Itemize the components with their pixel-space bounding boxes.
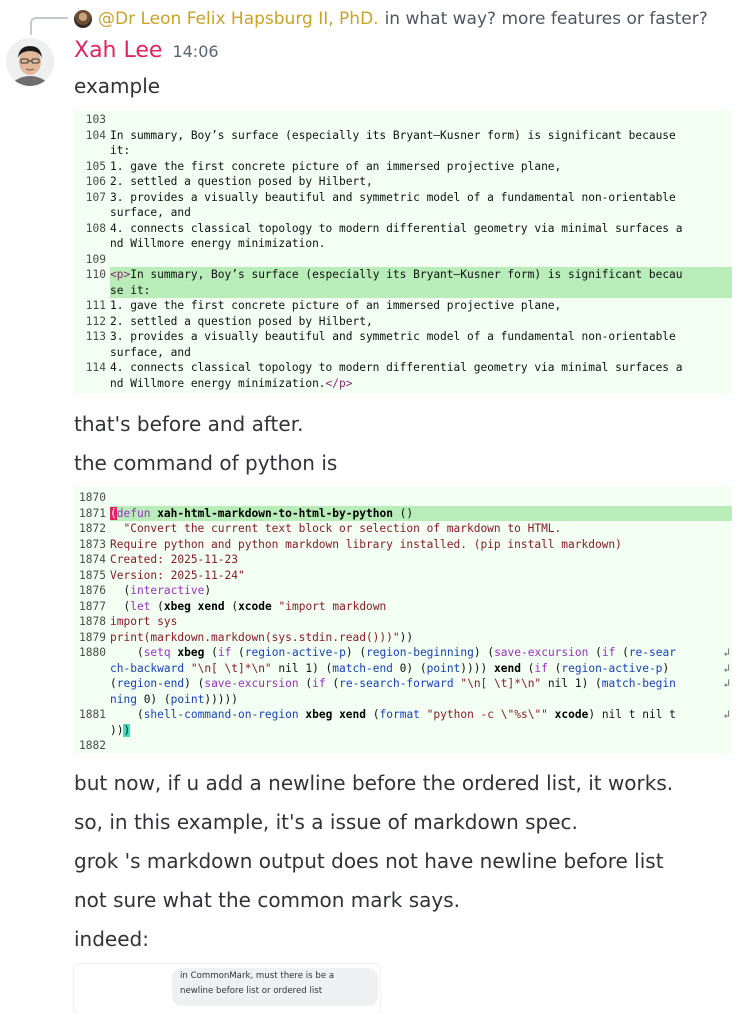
code-line: "Convert the current text block or selection of markdown to HTML. [110, 522, 562, 535]
code-text: In summary, Boy’s surface (especially its Bryant–Kusner form) is significant becau [130, 268, 683, 281]
message-line: example [74, 74, 161, 98]
reply-connector [30, 17, 68, 35]
code-row [74, 283, 732, 299]
code-row [74, 314, 732, 330]
code-text: surface, and [110, 206, 191, 219]
code-row [74, 376, 732, 392]
code-line [110, 314, 732, 330]
code-text: nd Willmore energy minimization. [110, 376, 326, 390]
code-line: (interactive) [110, 584, 212, 597]
line-number: 114 [85, 361, 106, 374]
line-number: 1871 [79, 506, 106, 520]
code-row [74, 128, 732, 144]
line-number: 1876 [79, 584, 106, 597]
code-screenshot[interactable] [74, 486, 732, 754]
code-line [110, 112, 732, 128]
line-number [74, 345, 110, 361]
code-line [110, 283, 732, 299]
code-row [74, 159, 732, 175]
code-line [110, 298, 732, 314]
code-line: ch-backward "\n[ \t]*\n" nil 1) (match-end 0) (point)))) xend (if (region-active-p) ↲ [110, 661, 730, 675]
line-number [74, 661, 110, 677]
code-row [74, 221, 732, 237]
code-text: it: [110, 144, 131, 157]
code-text: 2. settled a question posed by Hilbert, [110, 314, 373, 328]
reply-text: in what way? more features or faster? [384, 9, 708, 29]
code-row [74, 236, 732, 252]
line-number: 104 [85, 128, 106, 142]
line-number [74, 143, 110, 159]
line-number [74, 236, 110, 252]
line-number [74, 376, 110, 392]
message-header [74, 38, 219, 70]
diff-screenshot[interactable] [74, 110, 732, 394]
code-line [110, 174, 732, 190]
code-line: (let (xbeg xend (xcode "import markdown [110, 599, 387, 613]
code-line: (defun xah-html-markdown-to-html-by-python () [110, 506, 732, 522]
code-text: 4. connects classical topology to modern differential geometry via minimal surfaces a [110, 221, 683, 235]
line-number: 111 [85, 299, 106, 312]
code-line: (shell-command-on-region xbeg xend (format "python -c \"%s\"" xcode) nil t nil t ↲ [110, 708, 730, 721]
line-number: 103 [85, 113, 106, 126]
line-number: 1874 [79, 553, 106, 566]
line-number: 112 [85, 314, 106, 328]
line-number: 105 [85, 159, 106, 173]
line-number [74, 723, 110, 739]
code-line: (region-end) (save-excursion (if (re-search-forward "\n[ \t]*\n" nil 1) (match-begin ↲ [110, 677, 730, 690]
line-number: 1870 [79, 491, 106, 504]
code-line: (setq xbeg (if (region-active-p) (region-beginning) (save-excursion (if (re-sear ↲ [110, 646, 730, 659]
code-text: 2. settled a question posed by Hilbert, [110, 175, 373, 188]
question-bubble: in CommonMark, must there is be a newline before list or ordered list [172, 968, 378, 1006]
code-text: 4. connects classical topology to modern differential geometry via minimal surfaces a [110, 361, 683, 374]
code-line [110, 329, 732, 345]
line-number: 113 [85, 330, 106, 343]
code-line [110, 376, 732, 392]
code-row [74, 360, 732, 376]
code-row [74, 190, 732, 206]
code-line [110, 267, 732, 283]
code-line [110, 143, 732, 159]
code-line: print(markdown.markdown(sys.stdin.read()))")) [110, 630, 414, 644]
reply-author[interactable]: @Dr Leon Felix Hapsburg II, PhD. [98, 9, 379, 29]
line-number: 1872 [79, 522, 106, 535]
chat-screenshot[interactable] [74, 964, 380, 1014]
line-number: 1879 [79, 630, 106, 644]
message-line: the command of python is [74, 451, 338, 475]
code-row [74, 345, 732, 361]
code-line: Require python and python markdown library installed. (pip install markdown) [110, 537, 622, 551]
code-line [110, 159, 732, 175]
line-number [74, 676, 110, 692]
code-line [110, 360, 732, 376]
code-row [74, 205, 732, 221]
line-number: 107 [85, 190, 106, 204]
code-text: se it: [110, 283, 151, 297]
code-line [110, 190, 732, 206]
code-line [110, 128, 732, 144]
message-line: indeed: [74, 927, 149, 951]
code-text: surface, and [110, 345, 191, 359]
code-line: import sys [110, 615, 178, 628]
code-line: Version: 2025-11-24" [110, 568, 245, 582]
message-line: so, in this example, it's a issue of markdown spec. [74, 810, 578, 834]
code-text: In summary, Boy’s surface (especially its Bryant–Kusner form) is significant because [110, 128, 676, 142]
code-line: ))) [110, 723, 131, 737]
html-tag: <p> [110, 268, 131, 281]
line-number: 106 [85, 175, 106, 188]
code-line: Created: 2025-11-23 [110, 553, 238, 566]
author-name[interactable]: Xah Lee [74, 38, 163, 63]
line-number: 1877 [79, 599, 106, 613]
line-number: 1873 [79, 537, 106, 551]
code-row [74, 174, 732, 190]
reply-preview[interactable] [74, 8, 708, 30]
line-number: 1875 [79, 568, 106, 582]
line-number: 1882 [79, 739, 106, 752]
code-line [110, 236, 732, 252]
code-line [110, 205, 732, 221]
line-number: 109 [85, 252, 106, 266]
code-line: ning 0) (point))))) [110, 692, 239, 706]
reply-avatar [74, 10, 92, 28]
message-line: not sure what the common mark says. [74, 888, 460, 912]
line-number [74, 205, 110, 221]
code-text: 1. gave the first concrete picture of an immersed projective plane, [110, 159, 562, 173]
line-number: 110 [85, 268, 106, 281]
code-text: 3. provides a visually beautiful and symmetric model of a fundamental non-orientable [110, 330, 676, 343]
message-line: grok 's markdown output does not have newline before list [74, 849, 664, 873]
message-line: but now, if u add a newline before the ordered list, it works. [74, 771, 674, 795]
line-number: 1880 [79, 646, 106, 659]
line-number: 1878 [79, 615, 106, 628]
code-row [74, 143, 732, 159]
code-text: 1. gave the first concrete picture of an immersed projective plane, [110, 299, 562, 312]
code-line [110, 252, 732, 268]
code-row [74, 252, 732, 268]
code-text: nd Willmore energy minimization. [110, 237, 326, 250]
message-line: that's before and after. [74, 412, 304, 436]
avatar[interactable] [6, 38, 54, 86]
code-line [110, 221, 732, 237]
line-number: 108 [85, 221, 106, 235]
html-tag: </p> [325, 376, 353, 390]
line-number [74, 692, 110, 708]
code-row [74, 298, 732, 314]
line-number [74, 283, 110, 299]
code-text: 3. provides a visually beautiful and symmetric model of a fundamental non-orientable [110, 190, 676, 204]
timestamp[interactable]: 14:06 [172, 42, 219, 61]
code-row [74, 329, 732, 345]
line-number: 1881 [79, 708, 106, 721]
code-line [110, 345, 732, 361]
code-row [74, 267, 732, 283]
code-row [74, 112, 732, 128]
